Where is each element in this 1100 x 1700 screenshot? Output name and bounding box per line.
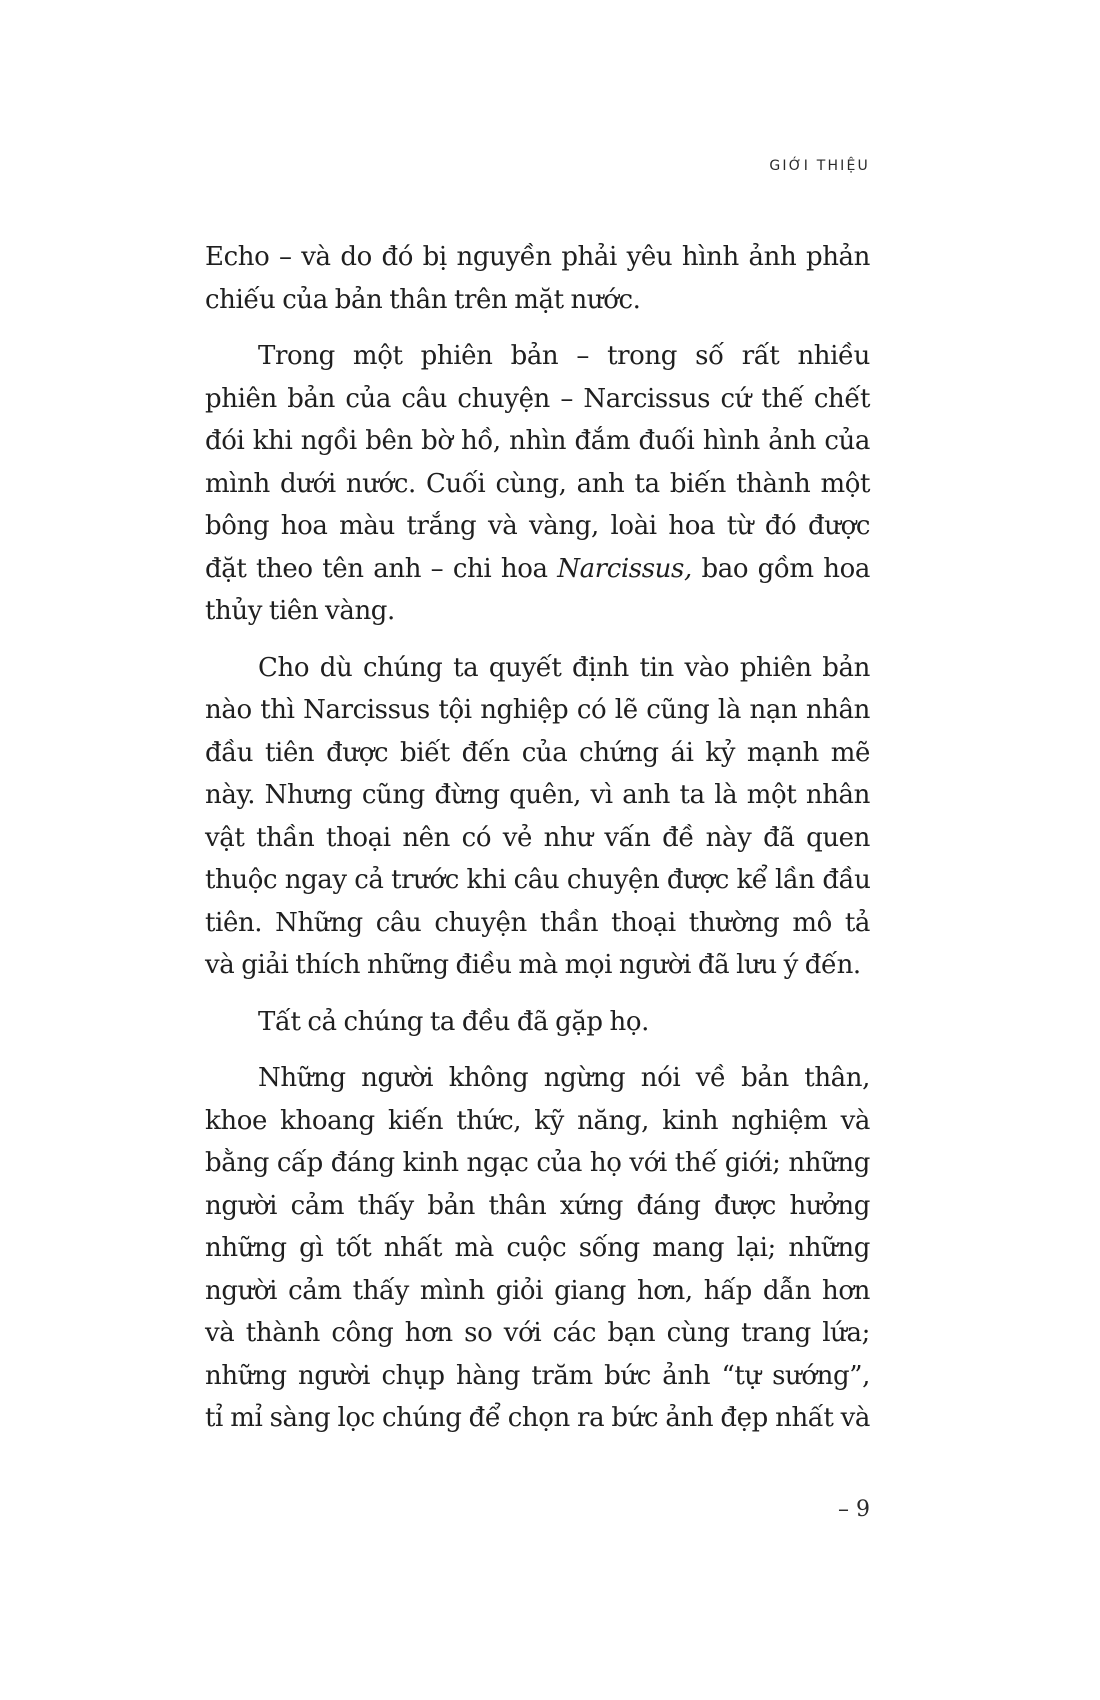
page-number: – 9 xyxy=(838,1497,870,1522)
italic-term: Narcissus, xyxy=(557,553,692,584)
running-header: GIỚI THIỆU xyxy=(769,158,870,174)
text-segment: đặt theo tên anh – chi hoa xyxy=(205,553,548,584)
paragraph-2 xyxy=(205,335,870,633)
text-line: nào thì Narcissus tội nghiệp có lẽ cũng là nạn nhân xyxy=(205,695,870,725)
text-line: vật thần thoại nên có vẻ như vấn đề này đã quen xyxy=(205,822,870,853)
text-line: chiếu của bản thân trên mặt nước. xyxy=(205,284,641,315)
paragraph-1 xyxy=(205,236,870,321)
text-line: và giải thích những điều mà mọi người đã lưu ý đến. xyxy=(205,950,861,980)
text-segment: bao gồm hoa xyxy=(701,553,870,584)
text-line: mình dưới nước. Cuối cùng, anh ta biến thành một xyxy=(205,468,870,499)
text-line: bông hoa màu trắng và vàng, loài hoa từ đó được xyxy=(205,511,870,541)
text-line: thuộc ngay cả trước khi câu chuyện được kể lần đầu xyxy=(205,865,871,895)
text-line: Những người không ngừng nói về bản thân, xyxy=(258,1063,870,1093)
text-line: Tất cả chúng ta đều đã gặp họ. xyxy=(258,1006,650,1037)
text-line: tỉ mỉ sàng lọc chúng để chọn ra bức ảnh đẹp nhất và xyxy=(205,1403,870,1433)
paragraph-3 xyxy=(205,647,870,987)
text-line: và thành công hơn so với các bạn cùng trang lứa; xyxy=(205,1318,870,1348)
text-line: bằng cấp đáng kinh ngạc của họ với thế giới; những xyxy=(205,1148,870,1178)
text-line: người cảm thấy mình giỏi giang hơn, hấp dẫn hơn xyxy=(205,1275,870,1306)
text-line: này. Nhưng cũng đừng quên, vì anh ta là một nhân xyxy=(205,780,870,810)
text-line: Echo – và do đó bị nguyền phải yêu hình ảnh phản xyxy=(205,242,870,272)
body-text xyxy=(205,236,870,1454)
text-line: những người chụp hàng trăm bức ảnh “tự sướng”, xyxy=(205,1360,870,1391)
text-line: người cảm thấy bản thân xứng đáng được hưởng xyxy=(205,1190,870,1221)
text-line: đầu tiên được biết đến của chứng ái kỷ mạnh mẽ xyxy=(205,737,870,768)
text-line: đói khi ngồi bên bờ hồ, nhìn đắm đuối hình ảnh của xyxy=(205,426,870,456)
text-line: những gì tốt nhất mà cuộc sống mang lại; những xyxy=(205,1233,870,1263)
text-line: Trong một phiên bản – trong số rất nhiều xyxy=(258,341,870,371)
text-line: tiên. Những câu chuyện thần thoại thường mô tả xyxy=(205,907,870,938)
text-line: thủy tiên vàng. xyxy=(205,596,395,626)
text-line: phiên bản của câu chuyện – Narcissus cứ thế chết xyxy=(205,383,870,414)
paragraph-5 xyxy=(205,1057,870,1440)
text-line: Cho dù chúng ta quyết định tin vào phiên bản xyxy=(258,652,870,683)
paragraph-4 xyxy=(205,1001,870,1044)
text-line-mixed xyxy=(205,548,870,591)
text-line: khoe khoang kiến thức, kỹ năng, kinh nghiệm và xyxy=(205,1105,870,1136)
